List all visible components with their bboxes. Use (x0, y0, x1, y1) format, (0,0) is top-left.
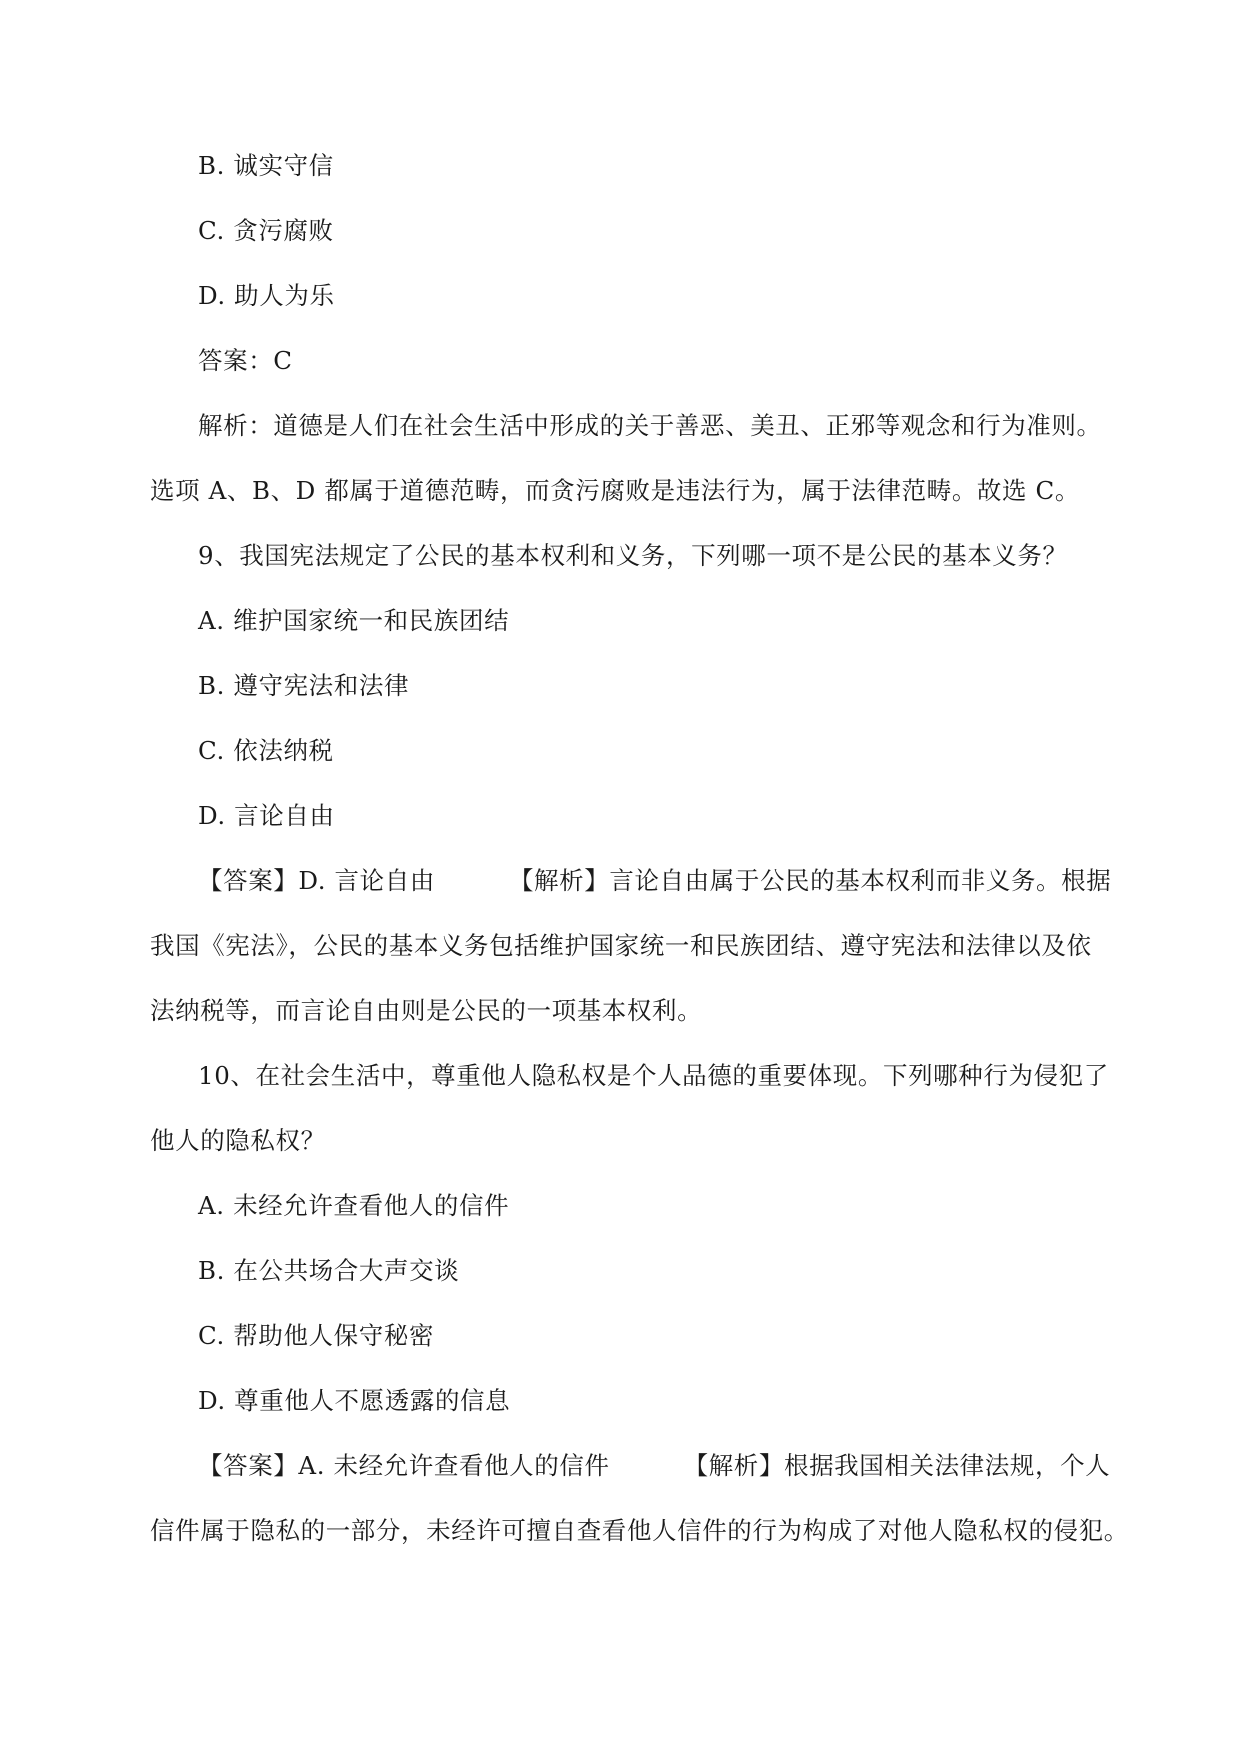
prev-answer: 答案：C (198, 346, 293, 375)
q9-question: 9、我国宪法规定了公民的基本权利和义务，下列哪一项不是公民的基本义务？ (198, 541, 1068, 570)
prev-option-d: D. 助人为乐 (198, 281, 335, 310)
q10-question-line1: 10、在社会生活中，尊重他人隐私权是个人品德的重要体现。下列哪种行为侵犯了 (198, 1061, 1109, 1090)
prev-analysis-line1: 解析：道德是人们在社会生活中形成的关于善恶、美丑、正邪等观念和行为准则。 (198, 411, 1102, 440)
q10-answer: 【答案】A. 未经允许查看他人的信件 (198, 1451, 610, 1480)
q9-analysis-start: 【解析】言论自由属于公民的基本权利而非义务。根据 (508, 866, 1112, 895)
q9-option-a: A. 维护国家统一和民族团结 (198, 606, 510, 635)
prev-analysis-line2: 选项 A、B、D 都属于道德范畴，而贪污腐败是违法行为，属于法律范畴。故选 C。 (150, 476, 1080, 505)
q10-option-b: B. 在公共场合大声交谈 (198, 1256, 460, 1285)
q9-option-c: C. 依法纳税 (198, 736, 334, 765)
prev-option-b: B. 诚实守信 (198, 151, 334, 180)
q10-analysis-line2: 信件属于隐私的一部分，未经许可擅自查看他人信件的行为构成了对他人隐私权的侵犯。 (150, 1516, 1129, 1545)
q9-analysis-line3: 法纳税等，而言论自由则是公民的一项基本权利。 (150, 996, 703, 1025)
q10-option-c: C. 帮助他人保守秘密 (198, 1321, 435, 1350)
q10-option-a: A. 未经允许查看他人的信件 (198, 1191, 510, 1220)
q10-question-line2: 他人的隐私权？ (150, 1126, 326, 1155)
q9-analysis-line2: 我国《宪法》，公民的基本义务包括维护国家统一和民族团结、遵守宪法和法律以及依 (150, 931, 1092, 960)
q10-answer-line (198, 1450, 1158, 1482)
q9-answer: 【答案】D. 言论自由 (198, 866, 435, 895)
q9-answer-line (198, 865, 1158, 897)
q9-option-d: D. 言论自由 (198, 801, 335, 830)
prev-option-c: C. 贪污腐败 (198, 216, 334, 245)
q9-option-b: B. 遵守宪法和法律 (198, 671, 410, 700)
q10-option-d: D. 尊重他人不愿透露的信息 (198, 1386, 511, 1415)
q10-analysis-start: 【解析】根据我国相关法律法规，个人 (683, 1451, 1111, 1480)
